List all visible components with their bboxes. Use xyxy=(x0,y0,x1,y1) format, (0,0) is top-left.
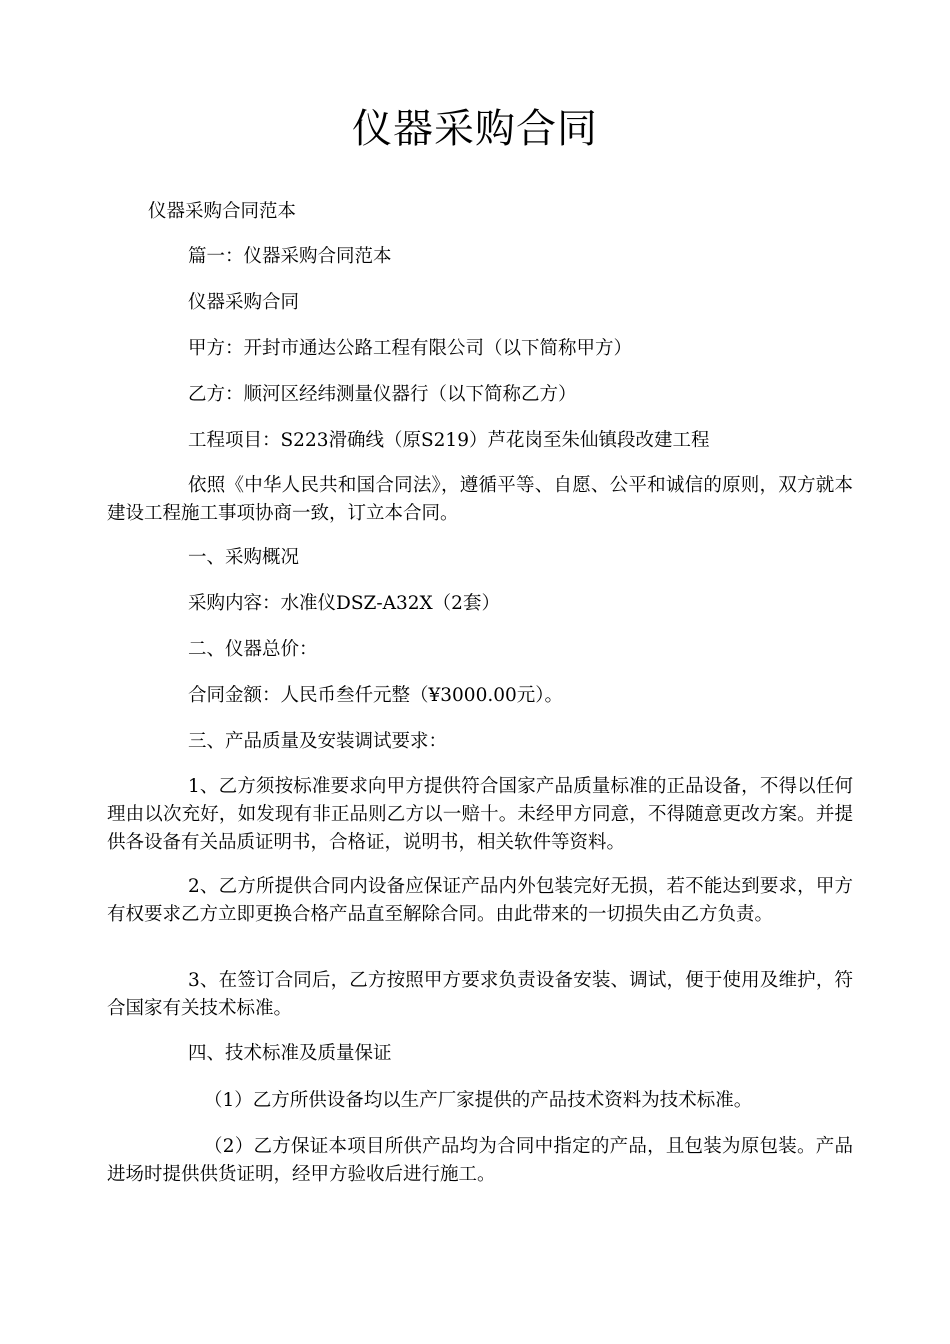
section-4-heading: 四、技术标准及质量保证 xyxy=(188,1043,392,1064)
section-4-item-2: （2）乙方保证本项目所供产品均为合同中指定的产品，且包装为原包装。产品进场时提供供货证明，经甲方验收后进行施工。 xyxy=(107,1136,853,1185)
document-subtitle: 仪器采购合同范本 xyxy=(148,201,297,222)
project-line: 工程项目：S223滑确线（原S219）芦花岗至朱仙镇段改建工程 xyxy=(188,430,710,451)
section-4-item-1: （1）乙方所供设备均以生产厂家提供的产品技术资料为技术标准。 xyxy=(204,1090,753,1111)
purchase-content-line: 采购内容：水准仪DSZ-A32X（2套） xyxy=(188,593,500,614)
chapter-heading: 篇一：仪器采购合同范本 xyxy=(188,246,392,267)
intro-paragraph: 依照《中华人民共和国合同法》，遵循平等、自愿、公平和诚信的原则，双方就本建设工程施工事项协商一致，订立本合同。 xyxy=(107,475,853,524)
section-2-heading: 二、仪器总价： xyxy=(188,639,318,660)
contract-name: 仪器采购合同 xyxy=(188,292,300,313)
contract-amount-line: 合同金额：人民币叁仟元整（¥3000.00元）。 xyxy=(188,685,564,706)
party-a-line: 甲方：开封市通达公路工程有限公司（以下简称甲方） xyxy=(188,338,633,359)
section-3-item-2: 2、乙方所提供合同内设备应保证产品内外包装完好无损，若不能达到要求，甲方有权要求乙方立即更换合格产品直至解除合同。由此带来的一切损失由乙方负责。 xyxy=(107,876,853,925)
document-title: 仪器采购合同 xyxy=(352,106,598,152)
section-3-item-1: 1、乙方须按标准要求向甲方提供符合国家产品质量标准的正品设备，不得以任何理由以次充好，如发现有非正品则乙方以一赔十。未经甲方同意，不得随意更改方案。并提供各设备有关品质证明书，合格证，说明书，相关软件等资料。 xyxy=(107,776,853,853)
section-3-heading: 三、产品质量及安装调试要求： xyxy=(188,731,448,752)
section-1-heading: 一、采购概况 xyxy=(188,547,300,568)
section-3-item-3: 3、在签订合同后，乙方按照甲方要求负责设备安装、调试，便于使用及维护，符合国家有关技术标准。 xyxy=(107,970,853,1019)
party-b-line: 乙方：顺河区经纬测量仪器行（以下简称乙方） xyxy=(188,384,577,405)
